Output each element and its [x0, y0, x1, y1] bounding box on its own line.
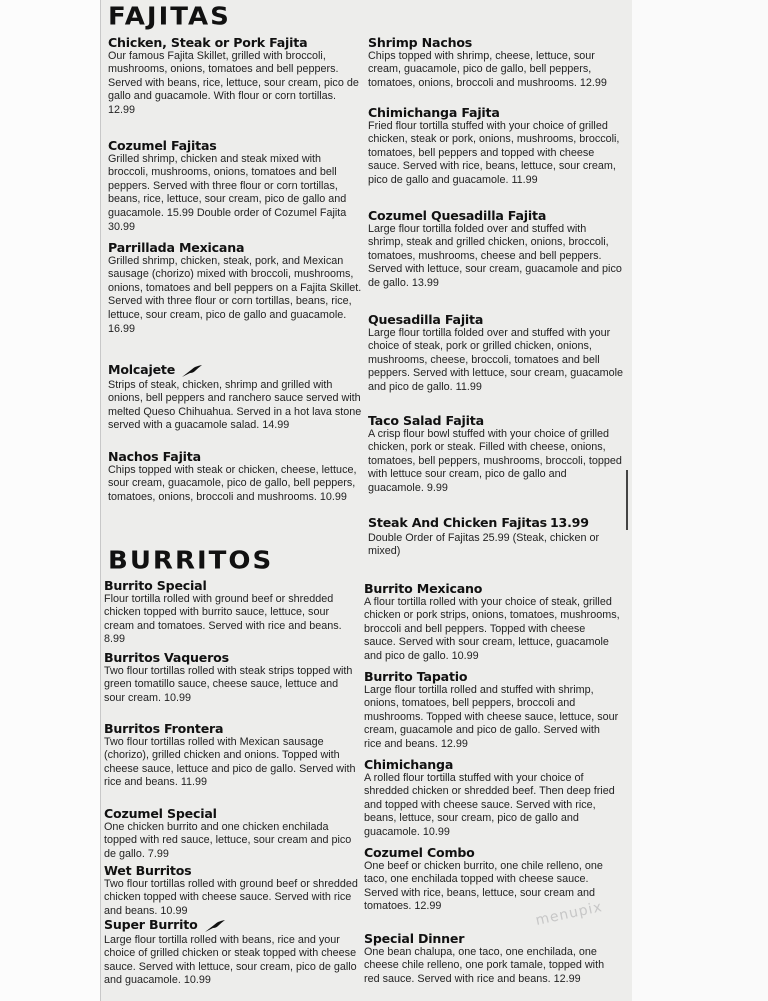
item-description: Fried flour tortilla stuffed with your choice of grilled chicken, steak or pork, onions, mushrooms, broccoli, tomatoes, bell peppers and topped with cheese sauce. Served with rice, beans, lettuce, sour cream, pico de gallo and guacamole. 11.99 [368, 119, 620, 186]
menu-item-wet-burritos [104, 864, 360, 918]
item-name: Parrillada Mexicana [108, 240, 245, 255]
menu-item-cozumel-special [104, 807, 360, 861]
item-description: Our famous Fajita Skillet, grilled with broccoli, mushrooms, onions, tomatoes and bell peppers. Served with beans, rice, lettuce, sour cream, pico de gallo and guacamole. With flour or corn tortillas. 12.99 [108, 49, 359, 116]
item-name: Cozumel Fajitas [108, 138, 217, 153]
menu-item-quesadilla-fajita [368, 313, 624, 395]
menu-item-burrito-special [104, 579, 360, 647]
paper-crease [626, 470, 628, 530]
menu-item-super-burrito [104, 918, 360, 988]
item-name: Cozumel Special [104, 806, 217, 821]
section-title-burritos: BURRITOS [108, 546, 274, 576]
menu-item-burrito-tapatio [364, 670, 620, 752]
item-description: Two flour tortillas rolled with ground beef or shredded chicken topped with cheese sauce. Served with rice and beans. 10.99 [104, 877, 358, 917]
menu-item-special-dinner [364, 932, 620, 986]
item-name: Steak And Chicken Fajitas [368, 515, 547, 530]
menu-item-cozumel-fajitas [108, 139, 364, 234]
item-name: Chicken, Steak or Pork Fajita [108, 35, 308, 50]
item-description: Double Order of Fajitas 25.99 (Steak, chicken or mixed) [368, 531, 600, 558]
item-description: Large flour tortilla rolled and stuffed with shrimp, onions, tomatoes, bell peppers, broccoli and mushrooms. Topped with cheese sauce, lettuce, sour cream, guacamole and pico de gallo. Served with rice and beans. 12.99 [364, 683, 619, 750]
menu-item-chimichanga [364, 758, 620, 840]
item-description: Large flour tortilla folded over and stuffed with shrimp, steak and grilled chicken, onions, broccoli, tomatoes, mushrooms, cheese and bell peppers. Served with lettuce, sour cream, guacamole and pico de gallo. 13.99 [368, 222, 622, 289]
menu-item-shrimp-nachos [368, 36, 624, 90]
item-name: Molcajete [108, 362, 176, 377]
menu-item-molcajete [108, 363, 364, 433]
item-name: Wet Burritos [104, 863, 192, 878]
item-description: One bean chalupa, one taco, one enchilada, one cheese chile relleno, one pork tamale, topped with red sauce. Served with rice and beans. 12.99 [364, 945, 605, 985]
item-name: Shrimp Nachos [368, 35, 473, 50]
item-name: Burritos Frontera [104, 721, 224, 736]
menu-item-burritos-vaqueros [104, 651, 360, 705]
item-description: A flour tortilla rolled with your choice of steak, grilled chicken or pork strips, onions, tomatoes, mushrooms, broccoli and bell peppers. Topped with cheese sauce. Served with sour cream, lettuce, guacamole and pico de gallo. 10.99 [364, 595, 620, 662]
watermark: menupix [534, 899, 604, 929]
item-name: Cozumel Quesadilla Fajita [368, 208, 547, 223]
item-description: Grilled shrimp, chicken and steak mixed with broccoli, mushrooms, onions, tomatoes and bell peppers. Served with three flour or corn tortillas, beans, rice, lettuce, sour cream, pico de gallo and guacamole. 15.99 Double order of Cozumel Fajita 30.99 [108, 152, 347, 233]
item-description: Strips of steak, chicken, shrimp and grilled with onions, bell peppers and ranchero sauce served with melted Queso Chihuahua. Served in a hot lava stone served with a guacamole salad. 14.99 [108, 378, 362, 432]
menu-item-steak-and-chicken-fajitas [368, 516, 624, 559]
parrot-icon [204, 919, 226, 933]
scan-margin-left [0, 0, 100, 1001]
item-name: Quesadilla Fajita [368, 312, 484, 327]
item-description: Large flour tortilla folded over and stuffed with your choice of steak, pork or grilled chicken, onions, mushrooms, cheese, broccoli, tomatoes and bell peppers. Served with lettuce, sour cream, guacamole and pico de gallo. 11.99 [368, 326, 624, 393]
menu-item-parrillada-mexicana [108, 241, 364, 336]
item-description: Chips topped with steak or chicken, cheese, lettuce, sour cream, guacamole, pico de gallo, bell peppers, tomatoes, onions, broccoli and mushrooms. 10.99 [108, 463, 357, 503]
menu-item-cozumel-quesadilla-fajita [368, 209, 624, 291]
section-title-fajitas: FAJITAS [108, 2, 231, 32]
item-name: Taco Salad Fajita [368, 413, 484, 428]
menu-item-burritos-frontera [104, 722, 360, 790]
item-price: 13.99 [549, 515, 589, 530]
item-description: Chips topped with shrimp, cheese, lettuce, sour cream, guacamole, pico de gallo, bell peppers, tomatoes, onions, broccoli and mushrooms. 12.99 [368, 49, 607, 89]
item-name: Chimichanga [364, 757, 454, 772]
item-description: One chicken burrito and one chicken enchilada topped with red sauce, lettuce, sour cream and pico de gallo. 7.99 [104, 820, 352, 860]
item-description: Two flour tortillas rolled with Mexican sausage (chorizo), grilled chicken and onions. Topped with cheese sauce, lettuce and pico de gallo. Served with rice and beans. 11.99 [104, 735, 356, 789]
menu-item-burrito-mexicano [364, 582, 620, 664]
item-description: A crisp flour bowl stuffed with your choice of grilled chicken, pork or steak. Filled with cheese, onions, tomatoes, bell peppers, mushrooms, broccoli, topped with lettuce sour cream, pico de gallo and guacamole. 9.99 [368, 427, 622, 494]
scan-margin-right [632, 0, 768, 1001]
item-description: A rolled flour tortilla stuffed with your choice of shredded chicken or shredded beef. Then deep fried and topped with cheese sauce. Served with rice, beans, lettuce, sour cream, pico de gallo and guacamole. 10.99 [364, 771, 615, 838]
item-description: Flour tortilla rolled with ground beef or shredded chicken topped with burrito sauce, lettuce, sour cream and tomatoes. Served with rice and beans. 8.99 [104, 592, 342, 646]
item-name: Cozumel Combo [364, 845, 475, 860]
item-name: Burrito Mexicano [364, 581, 483, 596]
item-description: Two flour tortillas rolled with steak strips topped with green tomatillo sauce, cheese sauce, lettuce and sour cream. 10.99 [104, 664, 353, 704]
menu-item-nachos-fajita [108, 450, 364, 504]
item-name: Chimichanga Fajita [368, 105, 500, 120]
item-name: Burrito Tapatio [364, 669, 468, 684]
item-description: Large flour tortilla rolled with beans, rice and your choice of grilled chicken or steak topped with cheese sauce. Served with lettuce, sour cream, pico de gallo and guacamole. 10.99 [104, 933, 357, 987]
item-name: Burrito Special [104, 578, 207, 593]
menu-item-chimichanga-fajita [368, 106, 624, 188]
item-name: Nachos Fajita [108, 449, 201, 464]
menu-item-chicken-steak-pork-fajita [108, 36, 364, 118]
item-description: One beef or chicken burrito, one chile relleno, one taco, one enchilada topped with cheese sauce. Served with rice, beans, lettuce, sour cream and tomatoes. 12.99 [364, 859, 603, 913]
parrot-icon [181, 364, 203, 378]
item-name: Super Burrito [104, 917, 198, 932]
item-name: Burritos Vaqueros [104, 650, 229, 665]
item-description: Grilled shrimp, chicken, steak, pork, and Mexican sausage (chorizo) mixed with broccoli, mushrooms, onions, tomatoes and bell peppers on a Fajita Skillet. Served with three flour or corn tortillas, beans, rice, lettuce, sour cream, pico de gallo and guacamole. 16.99 [108, 254, 362, 335]
item-name: Special Dinner [364, 931, 465, 946]
menu-item-taco-salad-fajita [368, 414, 624, 496]
